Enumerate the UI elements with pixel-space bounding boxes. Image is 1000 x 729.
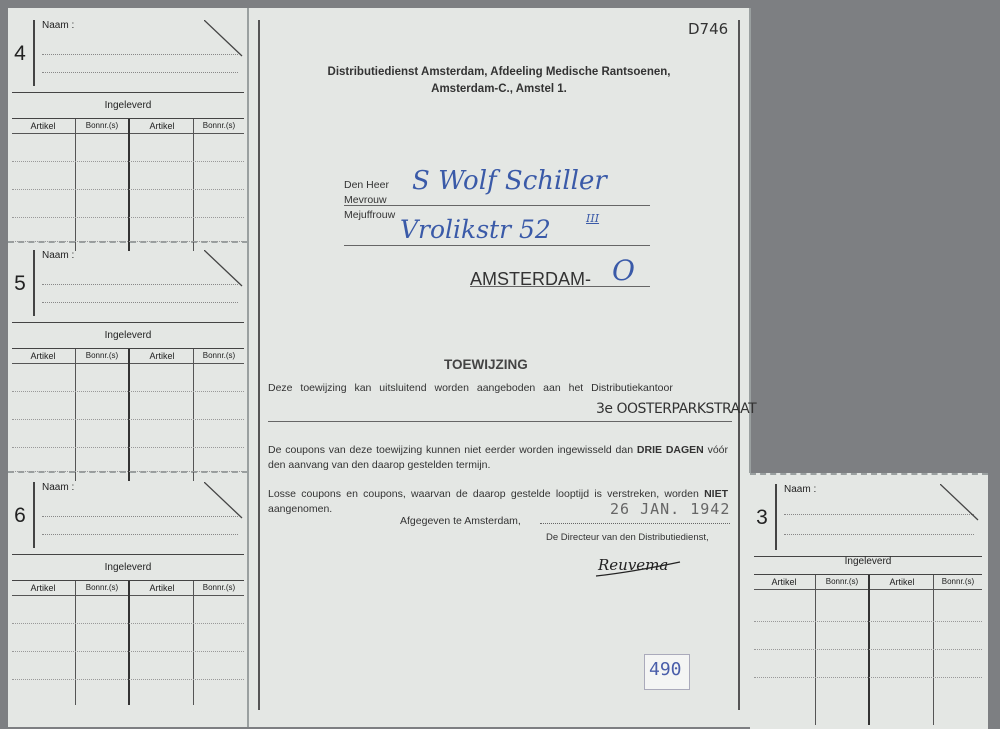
artikel-header: Artikel	[149, 351, 175, 361]
artikel-header: Artikel	[149, 583, 175, 593]
ingeleverd-label: Ingeleverd	[104, 330, 152, 341]
bonnr-header: Bonnr.(s)	[85, 351, 119, 360]
bonnr-header: Bonnr.(s)	[202, 583, 236, 592]
ingeleverd-grid	[754, 574, 982, 725]
ingeleverd-label: Ingeleverd	[844, 556, 892, 567]
ingeleverd-label: Ingeleverd	[104, 100, 152, 111]
diagonal-mark	[940, 484, 980, 524]
tab-number: 6	[14, 504, 26, 527]
signature-flourish	[592, 558, 688, 582]
handwritten-street: Vrolikstr 52	[400, 215, 551, 244]
name-line	[784, 534, 974, 535]
bonnr-header: Bonnr.(s)	[202, 351, 236, 360]
number-stamp-box	[644, 654, 690, 690]
diagonal-mark	[204, 482, 244, 522]
artikel-header: Artikel	[30, 351, 56, 361]
director-signature: Reuvema	[598, 556, 669, 574]
number-stamp: 490	[649, 659, 682, 680]
tab-divider	[33, 250, 35, 316]
naam-label: Naam :	[42, 482, 75, 493]
document-title: TOEWIJZING	[444, 357, 528, 372]
form-header-line2: Amsterdam-C., Amstel 1.	[431, 83, 567, 95]
handwritten-name: S Wolf Schiller	[412, 166, 607, 196]
name-line	[42, 534, 238, 535]
naam-label: Naam :	[42, 250, 75, 261]
date-line	[540, 523, 730, 524]
artikel-header: Artikel	[889, 577, 915, 587]
tab-number: 3	[756, 506, 768, 529]
bonnr-header: Bonnr.(s)	[825, 577, 859, 586]
tab-divider	[775, 484, 777, 550]
ingeleverd-grid	[12, 118, 244, 251]
director-label: De Directeur van den Distributiedienst,	[546, 532, 709, 543]
ingeleverd-grid	[12, 348, 244, 481]
artikel-header: Artikel	[30, 583, 56, 593]
naam-label: Naam :	[42, 20, 75, 31]
bonnr-header: Bonnr.(s)	[85, 583, 119, 592]
ingeleverd-grid	[12, 580, 244, 705]
tab-number: 4	[14, 42, 26, 65]
salutation-mejuffrouw: Mejuffrouw	[344, 209, 396, 221]
salutation-mevrouw: Mevrouw	[344, 194, 387, 206]
artikel-header: Artikel	[149, 121, 175, 131]
left-margin-rule	[258, 20, 260, 710]
artikel-header: Artikel	[771, 577, 797, 587]
address-line	[344, 205, 650, 206]
right-margin-rule	[738, 20, 740, 710]
tab-divider	[33, 482, 35, 548]
archive-reference: D746	[688, 20, 729, 38]
paragraph-office: Deze toewijzing kan uitsluitend worden aangeboden aan het Distributiekantoor	[268, 382, 673, 394]
date-stamp: 26 JAN. 1942	[610, 500, 731, 518]
perforation-line	[247, 8, 249, 727]
paragraph-coupons: De coupons van deze toewijzing kunnen niet eerder worden ingewisseld dan DRIE DAGEN vóór den aanvang van den daarop gestelden termijn.	[268, 444, 729, 471]
handwritten-floor: III	[586, 212, 600, 225]
issued-label: Afgegeven te Amsterdam,	[400, 515, 521, 527]
bonnr-header: Bonnr.(s)	[202, 121, 236, 130]
tab-divider	[33, 20, 35, 86]
handwritten-district: O	[612, 254, 635, 287]
office-stamp: 3e OOSTERPARKSTRAAT	[596, 401, 757, 417]
bonnr-header: Bonnr.(s)	[85, 121, 119, 130]
city-line	[470, 286, 650, 287]
naam-label: Naam :	[784, 484, 817, 495]
diagonal-mark	[204, 250, 244, 290]
tab-number: 5	[14, 272, 26, 295]
form-header-line1: Distributiedienst Amsterdam, Afdeeling Medische Rantsoenen,	[327, 66, 671, 78]
office-line	[268, 421, 732, 422]
ingeleverd-label: Ingeleverd	[104, 562, 152, 573]
bonnr-header: Bonnr.(s)	[941, 577, 975, 586]
diagonal-mark	[204, 20, 244, 60]
name-line	[42, 302, 238, 303]
city-label: AMSTERDAM-	[470, 269, 591, 289]
artikel-header: Artikel	[30, 121, 56, 131]
paragraph-loose-coupons: Losse coupons en coupons, waarvan de daarop gestelde looptijd is verstreken, worden NIET aangenomen.	[268, 488, 729, 515]
salutation-den-heer: Den Heer	[344, 179, 389, 191]
name-line	[42, 72, 238, 73]
address-line	[344, 245, 650, 246]
